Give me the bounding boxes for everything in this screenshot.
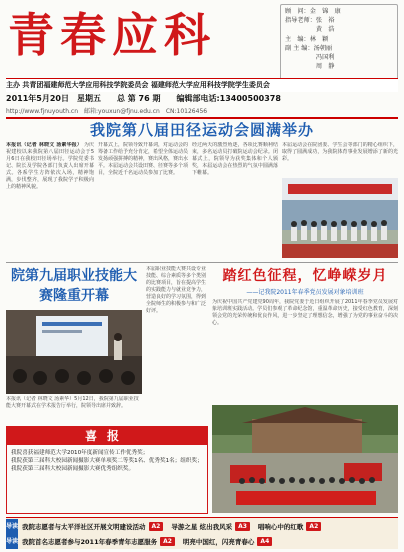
good-news-item: 我院获第三届科大校园新闻摄影大赛优秀组织奖。 — [11, 466, 135, 472]
staff-line: 指导老师：张 裕 — [285, 17, 335, 25]
issue-number: 总 第 76 期 — [116, 94, 161, 103]
index-item[interactable] — [22, 537, 175, 546]
group-photo-image — [212, 405, 398, 513]
skills-contest-headline: 院第九届职业技能大赛隆重开幕 — [11, 268, 137, 304]
staff-line: 副 主 编：汤朝丽 — [285, 44, 333, 52]
index-label: 导读 — [6, 519, 18, 534]
staff-line: 主 编：林 颖 — [285, 35, 329, 43]
masthead-rule — [6, 117, 398, 119]
good-news-box — [6, 426, 208, 514]
staff-line: 顾 问：金 锦 康 — [285, 8, 341, 15]
web-contact: http://www.fjnuyouth.cn 邮箱:youxun@fjnu.edu.cn CN:10126456 — [6, 108, 208, 115]
lead-text: 为庆祝建校以来我院第八届田径运动会于5月6日在我校田径场举行。学院党委书记、院长及学院各部门负责人出席开幕式。各系学生方阵依次入场，精神饱满，步伐整齐，展现了我院学子积极向上的精神风貌。 — [6, 142, 94, 190]
sports-meet-photo-image — [282, 178, 398, 258]
index-row-1 — [6, 519, 398, 534]
masthead — [6, 4, 398, 84]
publisher-banner: 主办 共青团福建师范大学应用科技学院委员会 福建师范大学应用科技学院学生委员会 — [6, 78, 398, 92]
red-journey-subheadline: ——记我院2011年春季党员发展对象培训班 — [246, 289, 364, 296]
sports-meet-photo — [282, 178, 398, 258]
newspaper-title: 青春应科 — [8, 8, 216, 62]
lead-column-1 — [6, 142, 94, 260]
index-item[interactable] — [258, 522, 321, 531]
lead-column-4: 本届运动会在院团委、学生会等部门的精心组织下，取得了圆满成功，为我院体育事业发展增添了新的光彩。 — [282, 142, 398, 162]
index-item[interactable] — [171, 522, 250, 531]
page-badge: A2 — [306, 522, 321, 531]
index-item-text: 唱响心中的红歌 — [257, 523, 304, 531]
index-row-2 — [6, 534, 398, 549]
contest-photo-image — [6, 310, 142, 394]
issue-date: 2011年5月20日 星期五 — [6, 94, 101, 103]
issue-info — [6, 93, 398, 117]
index-bar — [6, 517, 398, 549]
group-photo — [212, 405, 398, 513]
good-news-item: 我院喜获福建师范大学2010年度新闻宣传工作优秀奖； — [11, 450, 149, 456]
contest-photo — [6, 310, 142, 394]
byline: 本报讯（记者 林晓文 汤素华报） — [6, 142, 83, 148]
staff-line: 冯国利 — [285, 54, 335, 62]
contest-caption: 本报讯（记者 林晓文 汤素华）5月12日，我院第九届职业技能大赛开幕式在学术报告厅举行，院领导出席并致辞。 — [6, 396, 139, 409]
good-news-item: 我院获第三届科大校园新闻摄影大赛单项奖二等奖1名、优秀奖1名；组织奖； — [11, 458, 203, 464]
index-item-text: 导游之星 炫出我风采 — [171, 523, 233, 531]
index-item-text: 明亮中国红，闪亮青春心 — [182, 538, 255, 546]
contest-column: 本届职业技能大赛共设专业技能、综合素质等多个类别的比赛项目，旨在提高学生的实践能力与就业竞争力，营造良好的学习氛围，得到全院师生的积极参与和广泛好评。 — [146, 266, 206, 314]
good-news-title: 喜报 — [7, 427, 207, 445]
page-badge: A2 — [160, 537, 175, 546]
section-divider — [6, 262, 398, 263]
red-journey-headline: 踏红色征程，忆峥嵘岁月 — [222, 268, 388, 284]
editorial-phone: 编辑部电话:13400500378 — [176, 94, 281, 103]
index-item-text: 我院志愿者与太平洋社区开展文明建设活动 — [22, 523, 146, 531]
staff-box — [280, 4, 398, 80]
index-item[interactable] — [183, 537, 272, 546]
lead-column-3: 经过两天的激烈角逐，各项比赛顺利结束，多名运动员打破院运动会纪录。闭幕式上，院领导为获奖集体和个人颁奖，本届运动会在热烈的气氛中圆满落下帷幕。 — [192, 142, 278, 176]
good-news-body — [11, 449, 205, 511]
red-journey-body: 为庆祝中国共产党建党90周年，我院党委于近日组织开展了2011年春季党员发展对象培训班实践活动。学员们参观了革命纪念馆，重温革命历史，接受红色教育，深刻领会党的光荣传统和优良作风，进一步坚定了理想信念，增强了为党的事业奋斗的决心。 — [212, 299, 398, 326]
page-badge: A2 — [149, 522, 164, 531]
index-item-text: 我院首名志愿者参与2011年春季青年志愿服务 — [22, 538, 158, 546]
lead-headline: 我院第八届田径运动会圆满举办 — [89, 121, 314, 139]
index-item[interactable] — [22, 522, 163, 531]
staff-line: 黄 浩 — [285, 26, 335, 34]
page-badge: A4 — [257, 537, 272, 546]
lead-column-2: 开幕式上，院领导致开幕词，对运动会的筹备工作给予充分肯定，希望全体运动员发扬顽强拼搏的精神，赛出风格，赛出水平。本届运动会共设田赛、径赛等多个项目，全院近千名运动员参加了比赛。 — [98, 142, 188, 176]
newspaper-logo — [8, 4, 278, 66]
staff-line: 周 静 — [285, 63, 335, 71]
page-badge: A3 — [235, 522, 250, 531]
index-label: 导读 — [6, 534, 18, 549]
